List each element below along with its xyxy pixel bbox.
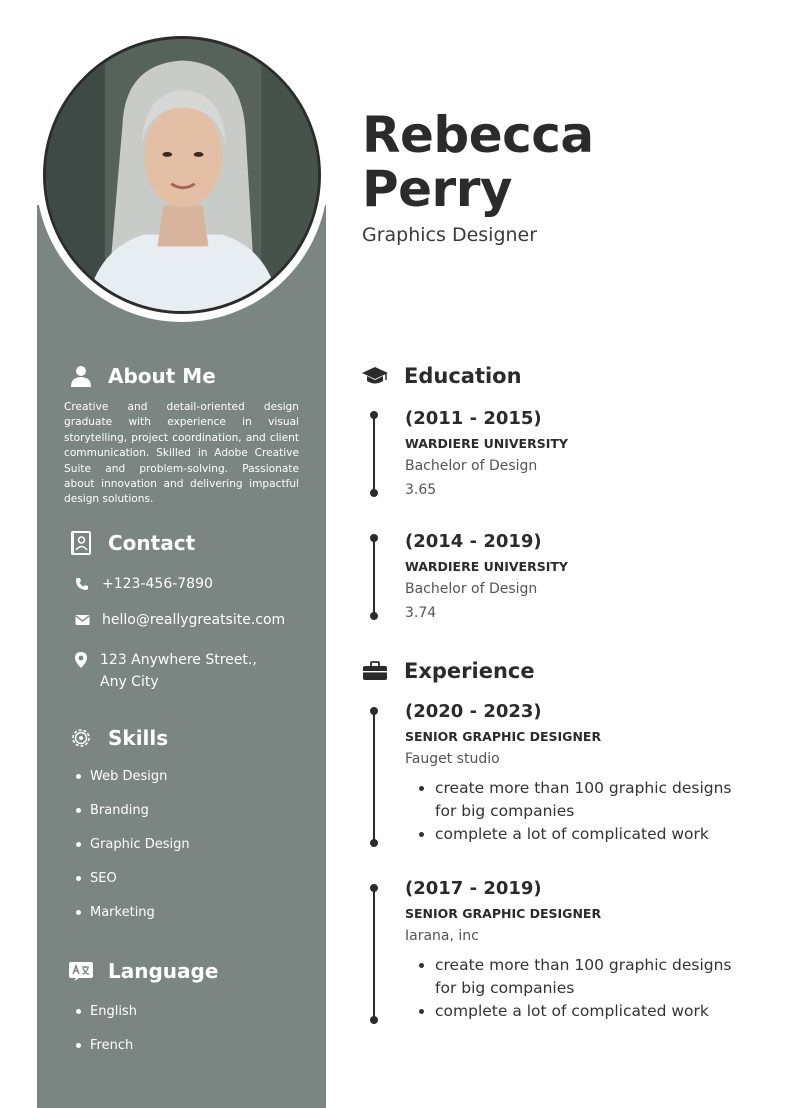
entry-years: (2017 - 2019) (405, 878, 542, 899)
entry-years: (2014 - 2019) (405, 531, 542, 552)
list-item: create more than 100 graphic designs for big companies (415, 954, 755, 1000)
experience-heading (360, 658, 535, 684)
list-item: Branding (76, 793, 190, 827)
entry-gpa: 3.74 (405, 605, 437, 621)
gear-icon (68, 725, 94, 751)
skills-title: Skills (108, 726, 169, 750)
list-item: complete a lot of complicated work (415, 823, 755, 846)
list-item: English (76, 994, 137, 1028)
contact-email (74, 609, 285, 631)
contact-address (74, 649, 284, 693)
first-name: Rebecca (362, 106, 594, 164)
skills-list (76, 759, 190, 929)
language-list (76, 994, 137, 1062)
skills-heading (68, 725, 168, 751)
translate-icon (68, 958, 94, 984)
experience-title: Experience (404, 659, 535, 683)
entry-degree: Bachelor of Design (405, 581, 538, 597)
list-item: Web Design (76, 759, 190, 793)
experience-entry-1 (405, 699, 755, 846)
contact-heading (68, 530, 195, 556)
list-item: French (76, 1028, 137, 1062)
entry-years: (2011 - 2015) (405, 408, 542, 429)
user-icon (68, 363, 94, 389)
entry-school: WARDIERE UNIVERSITY (405, 436, 568, 451)
entry-company: Fauget studio (405, 751, 500, 767)
contact-title: Contact (108, 531, 196, 555)
contact-phone (74, 573, 213, 595)
entry-position: SENIOR GRAPHIC DESIGNER (405, 906, 602, 921)
job-title: Graphics Designer (362, 224, 538, 246)
contact-card-icon (68, 530, 94, 556)
entry-years: (2020 - 2023) (405, 701, 542, 722)
education-timeline-2 (373, 538, 375, 616)
language-title: Language (108, 959, 219, 983)
profile-photo (43, 36, 321, 314)
entry-bullets (415, 954, 755, 1023)
list-item: Graphic Design (76, 827, 190, 861)
list-item: create more than 100 graphic designs for big companies (415, 777, 755, 823)
education-timeline-1 (373, 415, 375, 493)
briefcase-icon (360, 658, 390, 684)
language-heading (68, 958, 218, 984)
entry-gpa: 3.65 (405, 482, 437, 498)
address-text: 123 Anywhere Street., Any City (100, 652, 257, 690)
entry-school: WARDIERE UNIVERSITY (405, 559, 568, 574)
education-entry-1 (405, 406, 568, 502)
list-item: complete a lot of complicated work (415, 1000, 755, 1023)
education-entry-2 (405, 529, 568, 625)
about-heading (68, 363, 216, 389)
email-text: hello@reallygreatsite.com (102, 612, 286, 628)
entry-company: Iarana, inc (405, 928, 479, 944)
mail-icon (74, 609, 90, 631)
education-title: Education (404, 364, 522, 388)
experience-timeline-2 (373, 888, 375, 1020)
experience-entry-2 (405, 876, 755, 1023)
entry-position: SENIOR GRAPHIC DESIGNER (405, 729, 602, 744)
entry-bullets (415, 777, 755, 846)
experience-timeline-1 (373, 711, 375, 843)
education-heading (360, 363, 522, 389)
list-item: SEO (76, 861, 190, 895)
location-pin-icon (74, 649, 88, 671)
phone-icon (74, 573, 90, 595)
last-name: Perry (362, 160, 512, 218)
full-name (362, 108, 594, 216)
entry-degree: Bachelor of Design (405, 458, 538, 474)
graduation-cap-icon (360, 363, 390, 389)
about-text: Creative and detail-oriented design graduate with experience in visual storytelling, project coordination, and client communication. Skilled in Adobe Creative Suite and problem-solving. Passionate about innovation and delivering impactful design solutions. (64, 401, 299, 506)
phone-text: +123-456-7890 (102, 576, 213, 592)
list-item: Marketing (76, 895, 190, 929)
about-title: About Me (108, 364, 216, 388)
